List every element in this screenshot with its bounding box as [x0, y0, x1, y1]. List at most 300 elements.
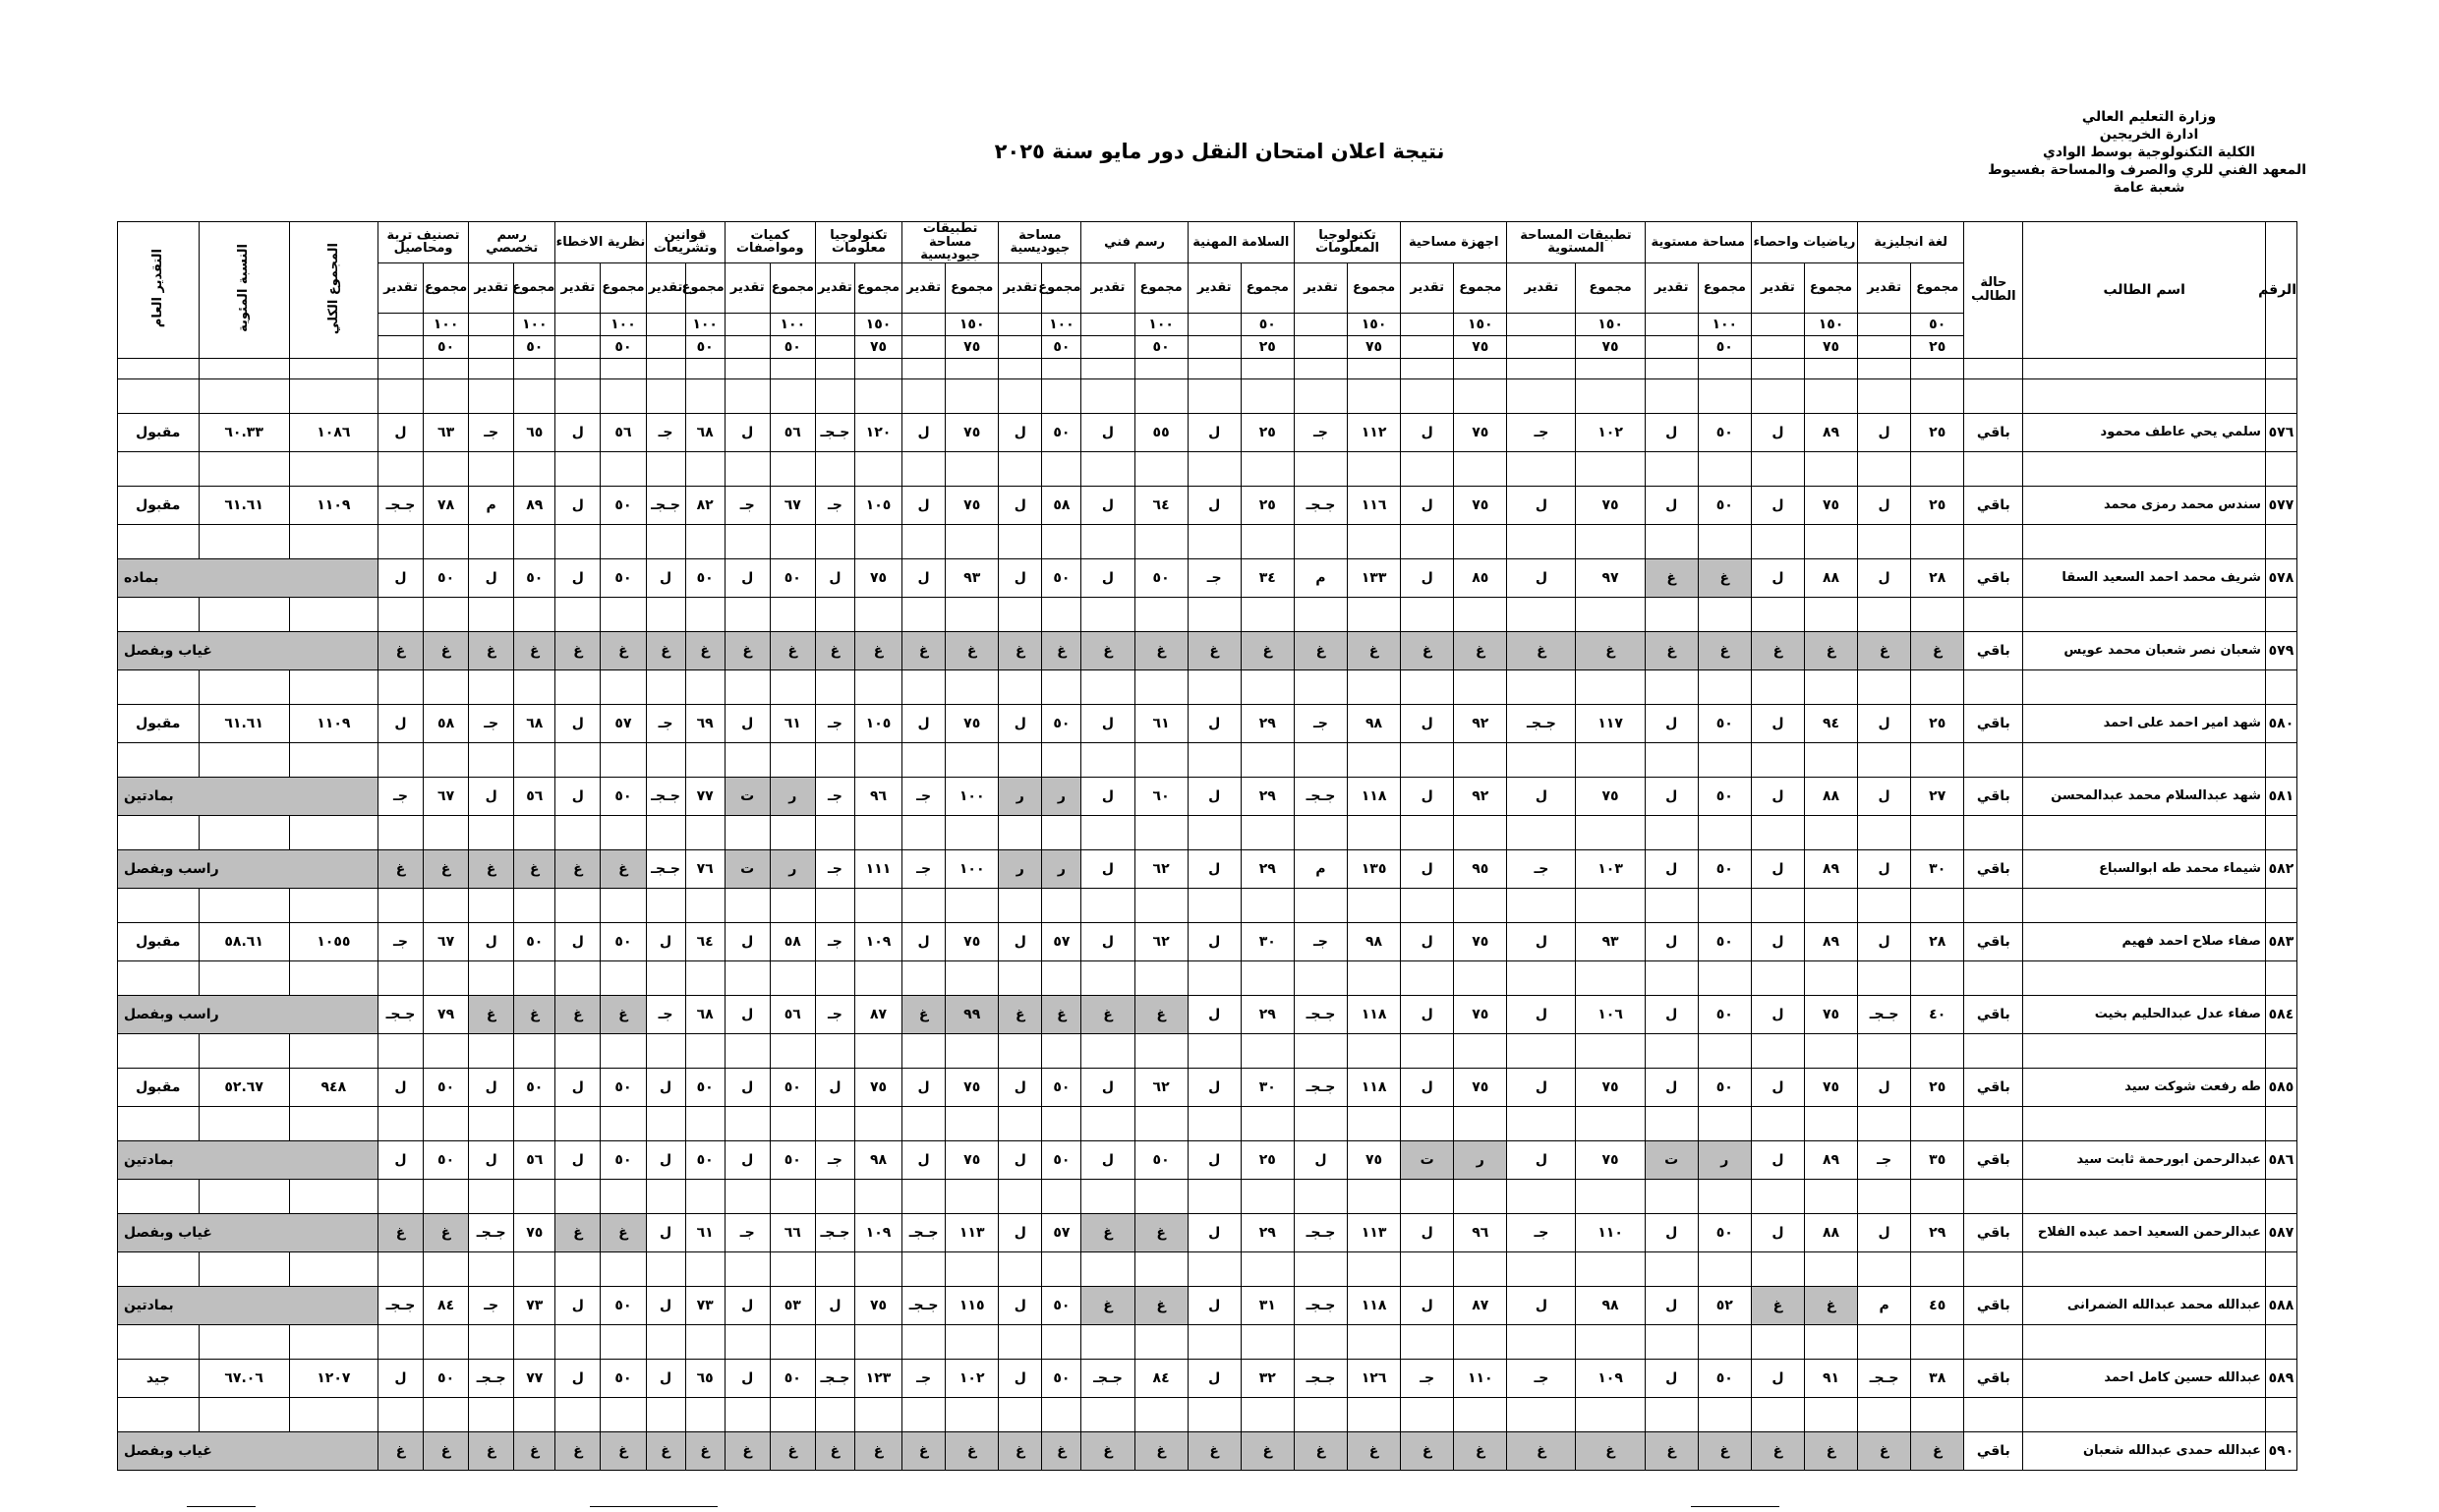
- subject-sum: ٧٥: [1454, 1068, 1507, 1106]
- spacer-cell: [1804, 358, 1857, 378]
- spacer-cell: [1401, 597, 1454, 631]
- spacer-cell: [1804, 1106, 1857, 1140]
- subject-max-blank: [1858, 313, 1911, 335]
- subject-sum: ١٣٣: [1348, 558, 1401, 597]
- spacer-cell: [1188, 669, 1241, 704]
- spacer-cell: [1698, 960, 1751, 995]
- spacer-cell: [118, 1251, 200, 1286]
- subject-sum: ٥٠: [424, 1068, 469, 1106]
- subject-sum: ٦٢: [1134, 849, 1188, 888]
- subject-sum: ١٠٠: [946, 777, 999, 815]
- subject-sum: غ: [1698, 558, 1751, 597]
- spacer-cell: [1081, 815, 1134, 849]
- subject-min-blank: [1507, 335, 1576, 358]
- spacer-cell: [770, 742, 815, 777]
- student-number: ٥٧٩: [2265, 631, 2296, 669]
- subject-max-mark: ١٠٠: [1698, 313, 1751, 335]
- spacer-cell: [999, 378, 1042, 413]
- page-title: نتيجة اعلان امتحان النقل دور مايو سنة ٢٠٢٥: [994, 140, 1445, 163]
- spacer-cell: [2265, 1397, 2296, 1431]
- spacer-cell: [1294, 524, 1347, 558]
- subject-sum: ٩٦: [1454, 1213, 1507, 1251]
- subject-grade: ل: [902, 1140, 946, 1179]
- spacer-cell: [199, 1033, 289, 1068]
- subject-sum: ٥٠: [1698, 1359, 1751, 1397]
- subject-grade: ل: [1081, 413, 1134, 451]
- spacer-cell: [1698, 815, 1751, 849]
- spacer-cell: [685, 960, 725, 995]
- subject-grade: غ: [1401, 631, 1454, 669]
- spacer-cell: [725, 1324, 770, 1359]
- spacer-cell: [1348, 815, 1401, 849]
- subject-sum: ٧٥: [1576, 777, 1645, 815]
- spacer-cell: [1454, 669, 1507, 704]
- student-name: شهد عبدالسلام محمد عبدالمحسن: [2023, 777, 2266, 815]
- subject-sum: ١٠٥: [854, 704, 901, 742]
- student-status: باقي: [1964, 1068, 2023, 1106]
- subject-grade: ل: [555, 558, 601, 597]
- subject-grade: ل: [1645, 922, 1698, 960]
- spacer-cell: [1576, 1106, 1645, 1140]
- spacer-cell: [1964, 1251, 2023, 1286]
- spacer-cell: [1081, 1179, 1134, 1213]
- spacer-cell: [289, 1397, 377, 1431]
- student-row: [118, 922, 2297, 960]
- header-line-division: شعبة عامة: [2113, 180, 2185, 196]
- subject-sum: غ: [770, 1431, 815, 1470]
- subject-grade-label: تقدير: [1751, 262, 1804, 313]
- spacer-cell: [946, 1397, 999, 1431]
- spacer-cell: [1804, 1033, 1857, 1068]
- spacer-cell: [1081, 960, 1134, 995]
- spacer-cell: [1081, 524, 1134, 558]
- spacer-cell: [1241, 1397, 1294, 1431]
- subject-sum: ٧٥: [854, 1068, 901, 1106]
- spacer-cell: [377, 451, 423, 486]
- subject-sum: ٦٦: [770, 1213, 815, 1251]
- subject-grade: م: [1294, 558, 1347, 597]
- spacer-cell: [377, 378, 423, 413]
- subject-header: رياضيات واحصاء: [1751, 222, 1857, 263]
- spacer-cell: [999, 888, 1042, 922]
- subject-sum: ٢٨: [1911, 558, 1964, 597]
- subject-grade: ل: [1645, 777, 1698, 815]
- subject-sum: ١٠٢: [1576, 413, 1645, 451]
- subject-sum-label: مجموع: [770, 262, 815, 313]
- subject-sum: ٦٥: [685, 1359, 725, 1397]
- spacer-cell: [1911, 815, 1964, 849]
- spacer-cell: [725, 669, 770, 704]
- spacer-cell: [685, 669, 725, 704]
- subject-sum: ٣٠: [1241, 1068, 1294, 1106]
- spacer-cell: [854, 669, 901, 704]
- spacer-cell: [1964, 669, 2023, 704]
- subject-grade: جـجـ: [1294, 1068, 1347, 1106]
- subject-sum: ٧٧: [514, 1359, 555, 1397]
- subject-grade: جـ: [815, 704, 854, 742]
- spacer-cell: [1507, 378, 1576, 413]
- subject-grade: جـجـ: [1081, 1359, 1134, 1397]
- student-total: ١٠٨٦: [289, 413, 377, 451]
- subject-sum: ٩٩: [946, 995, 999, 1033]
- spacer-cell: [1294, 378, 1347, 413]
- spacer-cell: [770, 815, 815, 849]
- subject-grade: جـ: [1401, 1359, 1454, 1397]
- spacer-cell: [601, 1397, 646, 1431]
- subject-sum-label: مجموع: [514, 262, 555, 313]
- spacer-cell: [2023, 1397, 2266, 1431]
- spacer-cell: [1241, 669, 1294, 704]
- spacer-cell: [601, 888, 646, 922]
- subject-grade: ل: [1401, 486, 1454, 524]
- spacer-cell: [1401, 1033, 1454, 1068]
- spacer-cell: [1294, 358, 1347, 378]
- subject-min-blank: [1401, 335, 1454, 358]
- spacer-cell: [469, 524, 514, 558]
- subject-grade: ل: [1858, 922, 1911, 960]
- spacer-cell: [2265, 358, 2296, 378]
- subject-grade: ل: [1751, 558, 1804, 597]
- student-total: ١١٠٩: [289, 486, 377, 524]
- spacer-cell: [1294, 1179, 1347, 1213]
- subject-header: تصنيف تربة ومحاصيل: [377, 222, 468, 263]
- spacer-cell: [424, 1324, 469, 1359]
- spacer-cell: [1576, 1179, 1645, 1213]
- subject-sum-label: مجموع: [946, 262, 999, 313]
- subject-sum: ٣٤: [1241, 558, 1294, 597]
- spacer-cell: [854, 451, 901, 486]
- spacer-cell: [1804, 742, 1857, 777]
- subject-grade: م: [1858, 1286, 1911, 1324]
- subject-grade: ل: [999, 1068, 1042, 1106]
- subject-sum: ٥٦: [770, 995, 815, 1033]
- spacer-cell: [999, 742, 1042, 777]
- spacer-cell: [1858, 742, 1911, 777]
- spacer-cell: [2023, 1033, 2266, 1068]
- subject-sum: ٨٩: [1804, 922, 1857, 960]
- spacer-cell: [199, 669, 289, 704]
- subject-grade: ل: [1401, 558, 1454, 597]
- subject-sum: ٥٠: [601, 558, 646, 597]
- subject-grade: غ: [555, 1213, 601, 1251]
- spacer-cell: [377, 1324, 423, 1359]
- spacer-cell: [289, 1251, 377, 1286]
- student-status: باقي: [1964, 704, 2023, 742]
- spacer-cell: [424, 1106, 469, 1140]
- spacer-cell: [854, 815, 901, 849]
- spacer-cell: [946, 1179, 999, 1213]
- subject-sum: ٢٩: [1241, 704, 1294, 742]
- subject-grade-label: تقدير: [646, 262, 685, 313]
- subject-grade: ل: [1751, 922, 1804, 960]
- subject-grade: ر: [999, 777, 1042, 815]
- col-header-grade-text: التقدير العام: [149, 249, 165, 328]
- spacer-cell: [555, 669, 601, 704]
- student-status: باقي: [1964, 1359, 2023, 1397]
- spacer-cell: [1576, 815, 1645, 849]
- spacer-cell: [725, 1033, 770, 1068]
- spacer-cell: [1042, 524, 1081, 558]
- subject-grade: غ: [815, 1431, 854, 1470]
- subject-grade: ل: [725, 922, 770, 960]
- subject-grade: ل: [1401, 1213, 1454, 1251]
- spacer-cell: [1134, 888, 1188, 922]
- spacer-cell: [770, 960, 815, 995]
- spacer-cell: [1911, 451, 1964, 486]
- spacer-cell: [1188, 960, 1241, 995]
- subject-sum-label: مجموع: [1911, 262, 1964, 313]
- subject-sum: ١٠٣: [1576, 849, 1645, 888]
- spacer-cell: [199, 597, 289, 631]
- subject-grade: ل: [1081, 1140, 1134, 1179]
- spacer-row: [118, 597, 2297, 631]
- student-status: باقي: [1964, 413, 2023, 451]
- subject-sum: ٨٥: [1454, 558, 1507, 597]
- student-grade: جيد: [118, 1359, 200, 1397]
- subject-sum: غ: [1042, 631, 1081, 669]
- spacer-cell: [1645, 524, 1698, 558]
- subject-sum: ٥٦: [514, 777, 555, 815]
- spacer-cell: [2265, 524, 2296, 558]
- spacer-cell: [1858, 451, 1911, 486]
- footer-line-left: [187, 1506, 256, 1507]
- subject-sum: ٥٦: [601, 413, 646, 451]
- spacer-cell: [1454, 1251, 1507, 1286]
- subject-sum: ٦٢: [1134, 922, 1188, 960]
- subject-grade: ل: [999, 558, 1042, 597]
- subject-sum: ٥٠: [1134, 1140, 1188, 1179]
- subject-grade: غ: [377, 631, 423, 669]
- spacer-cell: [1858, 669, 1911, 704]
- spacer-cell: [1645, 888, 1698, 922]
- subject-grade: ل: [999, 1213, 1042, 1251]
- spacer-cell: [1645, 1033, 1698, 1068]
- spacer-cell: [815, 597, 854, 631]
- spacer-cell: [725, 524, 770, 558]
- subject-sum: ١٠٩: [1576, 1359, 1645, 1397]
- subject-sum: غ: [1241, 631, 1294, 669]
- subject-grade: جـجـ: [469, 1213, 514, 1251]
- header-line-institute: المعهد الفني للري والصرف والمساحة بفسيوط: [1988, 162, 2306, 178]
- subject-grade: ل: [1081, 1068, 1134, 1106]
- spacer-cell: [1081, 669, 1134, 704]
- subject-grade: ل: [725, 1140, 770, 1179]
- spacer-cell: [555, 888, 601, 922]
- spacer-cell: [902, 742, 946, 777]
- spacer-cell: [1964, 378, 2023, 413]
- spacer-cell: [902, 1251, 946, 1286]
- spacer-cell: [514, 742, 555, 777]
- spacer-cell: [854, 524, 901, 558]
- subject-grade: ل: [999, 922, 1042, 960]
- subject-grade: غ: [469, 1431, 514, 1470]
- subject-sum: ٣٢: [1241, 1359, 1294, 1397]
- subject-sum: ٨٩: [1804, 1140, 1857, 1179]
- subject-grade: ل: [902, 922, 946, 960]
- spacer-cell: [469, 1397, 514, 1431]
- spacer-cell: [1241, 451, 1294, 486]
- subject-grade: غ: [377, 849, 423, 888]
- spacer-cell: [1294, 1251, 1347, 1286]
- spacer-cell: [424, 378, 469, 413]
- subject-grade: غ: [1081, 1431, 1134, 1470]
- spacer-cell: [469, 1324, 514, 1359]
- spacer-cell: [854, 742, 901, 777]
- subject-sum: ٣٠: [1241, 922, 1294, 960]
- spacer-cell: [1964, 960, 2023, 995]
- subject-max-mark: ١٠٠: [685, 313, 725, 335]
- spacer-cell: [1454, 742, 1507, 777]
- spacer-cell: [469, 815, 514, 849]
- subject-grade: ل: [1507, 995, 1576, 1033]
- subject-grade-label: تقدير: [725, 262, 770, 313]
- spacer-cell: [2023, 742, 2266, 777]
- subject-grade: غ: [646, 1431, 685, 1470]
- spacer-cell: [685, 1033, 725, 1068]
- spacer-cell: [1576, 378, 1645, 413]
- student-remark: راسب وبفصل: [118, 995, 378, 1033]
- subject-grade-label: تقدير: [469, 262, 514, 313]
- spacer-cell: [118, 888, 200, 922]
- subject-header: تكنولوجيا المعلومات: [1294, 222, 1400, 263]
- subject-sum-label: مجموع: [601, 262, 646, 313]
- spacer-cell: [1507, 358, 1576, 378]
- spacer-cell: [1858, 960, 1911, 995]
- subject-min-mark: ٧٥: [1576, 335, 1645, 358]
- col-header-total: [289, 222, 377, 359]
- spacer-cell: [1911, 1397, 1964, 1431]
- spacer-cell: [685, 451, 725, 486]
- spacer-cell: [1348, 1251, 1401, 1286]
- subject-sum: ٢٩: [1911, 1213, 1964, 1251]
- subject-sum: ٥٠: [601, 922, 646, 960]
- subject-min-mark: ٥٠: [770, 335, 815, 358]
- spacer-cell: [725, 960, 770, 995]
- spacer-cell: [424, 888, 469, 922]
- spacer-cell: [1188, 888, 1241, 922]
- subject-grade: ل: [1188, 777, 1241, 815]
- spacer-cell: [1507, 669, 1576, 704]
- spacer-cell: [902, 524, 946, 558]
- spacer-cell: [1188, 451, 1241, 486]
- subject-grade: ل: [1645, 995, 1698, 1033]
- subject-max-blank: [999, 313, 1042, 335]
- subject-sum: ٢٩: [1241, 995, 1294, 1033]
- spacer-cell: [1751, 669, 1804, 704]
- subject-grade: غ: [1751, 1286, 1804, 1324]
- spacer-cell: [1804, 669, 1857, 704]
- subject-grade: م: [469, 486, 514, 524]
- spacer-cell: [199, 1106, 289, 1140]
- subject-grade: غ: [902, 1431, 946, 1470]
- spacer-cell: [1188, 1106, 1241, 1140]
- subject-min-mark: ٧٥: [1348, 335, 1401, 358]
- subject-sum: غ: [601, 1213, 646, 1251]
- subject-grade-label: تقدير: [1188, 262, 1241, 313]
- spacer-cell: [1134, 1179, 1188, 1213]
- subject-max-blank: [1081, 313, 1134, 335]
- subject-sum: ٧٥: [1804, 486, 1857, 524]
- subject-grade: جـ: [646, 704, 685, 742]
- subject-sum: ١١٣: [1348, 1213, 1401, 1251]
- subject-sum: ٥٠: [1042, 413, 1081, 451]
- subject-grade: ل: [1188, 486, 1241, 524]
- subject-grade: ل: [902, 1068, 946, 1106]
- spacer-cell: [1576, 1397, 1645, 1431]
- spacer-cell: [1188, 524, 1241, 558]
- subject-grade: ل: [1751, 849, 1804, 888]
- subject-grade: غ: [1294, 631, 1347, 669]
- subject-grade: غ: [1188, 631, 1241, 669]
- subject-sum: ٨٨: [1804, 1213, 1857, 1251]
- spacer-cell: [1964, 888, 2023, 922]
- spacer-cell: [902, 358, 946, 378]
- student-grade: مقبول: [118, 413, 200, 451]
- subject-sum: ٥٦: [514, 1140, 555, 1179]
- subject-sum: ٥٧: [1042, 922, 1081, 960]
- subject-grade: ل: [646, 558, 685, 597]
- subject-sum: ٦٤: [1134, 486, 1188, 524]
- subject-grade: غ: [999, 1431, 1042, 1470]
- spacer-cell: [1401, 524, 1454, 558]
- spacer-cell: [601, 742, 646, 777]
- spacer-cell: [1348, 888, 1401, 922]
- subject-grade: ل: [725, 704, 770, 742]
- subject-sum: غ: [1241, 1431, 1294, 1470]
- student-grade: مقبول: [118, 922, 200, 960]
- spacer-cell: [725, 1106, 770, 1140]
- subject-grade: غ: [1507, 1431, 1576, 1470]
- subject-sum: ١٢٦: [1348, 1359, 1401, 1397]
- subject-grade: ل: [1081, 777, 1134, 815]
- subject-grade: ل: [646, 1068, 685, 1106]
- spacer-cell: [1698, 1106, 1751, 1140]
- spacer-cell: [199, 960, 289, 995]
- spacer-cell: [685, 524, 725, 558]
- spacer-cell: [601, 358, 646, 378]
- col-header-total-text: المجموع الكلي: [325, 242, 341, 334]
- subject-min-blank: [902, 335, 946, 358]
- subject-sum: ٥٠: [1698, 922, 1751, 960]
- spacer-cell: [725, 378, 770, 413]
- subject-grade: جـ: [377, 922, 423, 960]
- subject-sum: غ: [424, 1431, 469, 1470]
- subject-sum: ٨٤: [424, 1286, 469, 1324]
- subject-min-mark: ٥٠: [1042, 335, 1081, 358]
- spacer-cell: [1507, 888, 1576, 922]
- subject-sum: ٨٩: [1804, 849, 1857, 888]
- spacer-cell: [1294, 597, 1347, 631]
- student-status: باقي: [1964, 631, 2023, 669]
- subject-sum: ٧٥: [854, 1286, 901, 1324]
- footer-line-middle: [590, 1506, 718, 1507]
- spacer-cell: [1294, 1397, 1347, 1431]
- subject-sum: ٩٣: [946, 558, 999, 597]
- subject-grade: ل: [646, 1140, 685, 1179]
- subject-sum: ٩٥: [1454, 849, 1507, 888]
- spacer-cell: [1454, 1397, 1507, 1431]
- subject-grade: ل: [1507, 777, 1576, 815]
- subject-grade: ل: [1507, 1140, 1576, 1179]
- spacer-cell: [377, 1106, 423, 1140]
- subject-grade: ل: [1751, 486, 1804, 524]
- subject-grade: ل: [1401, 922, 1454, 960]
- subject-max-blank: [646, 313, 685, 335]
- spacer-cell: [1081, 742, 1134, 777]
- subject-sum: ١١٨: [1348, 1286, 1401, 1324]
- subject-grade-label: تقدير: [1294, 262, 1347, 313]
- spacer-cell: [999, 1251, 1042, 1286]
